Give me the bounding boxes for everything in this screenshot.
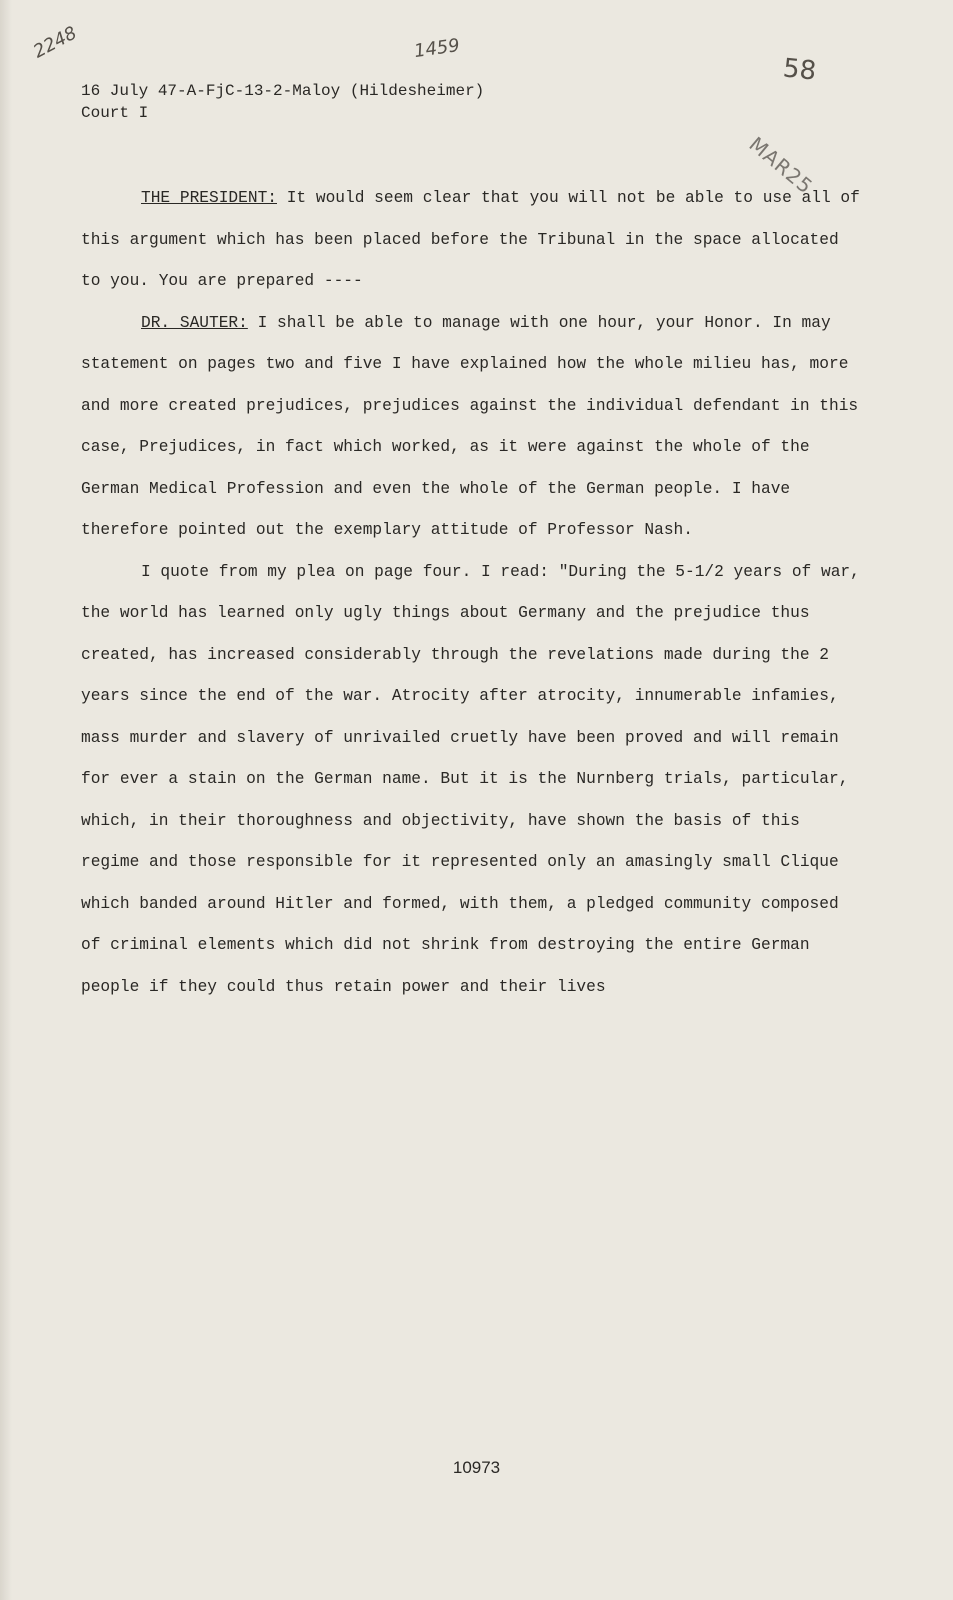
transcript-paragraph xyxy=(81,303,861,552)
speaker-label: THE PRESIDENT: xyxy=(141,189,277,207)
speaker-label: DR. SAUTER: xyxy=(141,313,248,332)
handwritten-note-left: 2248 xyxy=(30,22,81,63)
header-reference-line: 16 July 47-A-FjC-13-2-Maloy (Hildesheimer) xyxy=(81,82,485,100)
paragraph-text: I quote from my plea on page four. I read: "During the 5-1/2 years of war, the world has learned only ugly things about Germany and the prejudice thus created, has increased considerably through the revelations made during the 2 years since the end of the war. Atrocity after atrocity, innumerable infamies, mass murder and slavery of unrivailed cruetly have been proved and will remain for ever a stain on the German name. But it is the Nurnberg trials, particular, which, in their thoroughness and objectivity, have shown the basis of this regime and those responsible for it represented only an amasingly small Clique which banded around Hitler and formed, with them, a pledged community composed of criminal elements which did not shrink from destroying the entire German people if they could thus retain power and their lives xyxy=(81,562,860,996)
handwritten-page-number: 58 xyxy=(781,53,818,87)
paragraph-text: I shall be able to manage with one hour, your Honor. In may statement on pages two and five I have explained how the whole milieu has, more and more created prejudices, prejudices against the individual defendant in this case, Prejudices, in fact which worked, as it were against the whole of the German Medical Profession and even the whole of the German people. I have therefore pointed out the exemplary attitude of Professor Nash. xyxy=(81,313,859,539)
page-number: 10973 xyxy=(452,1458,501,1477)
date-stamp: MAR25 xyxy=(744,132,818,199)
handwritten-note-center: 1459 xyxy=(412,34,462,63)
transcript-body xyxy=(81,178,861,1008)
transcript-paragraph xyxy=(81,178,861,303)
header-court-line: Court I xyxy=(81,104,149,122)
document-header xyxy=(81,80,484,124)
page-edge-shadow xyxy=(0,0,12,1600)
paragraph-text: It would seem clear that you will not be able to use all of this argument which has been placed before the Tribunal in the space allocated to you. You are prepared ---- xyxy=(81,189,860,290)
transcript-paragraph xyxy=(81,552,861,1009)
